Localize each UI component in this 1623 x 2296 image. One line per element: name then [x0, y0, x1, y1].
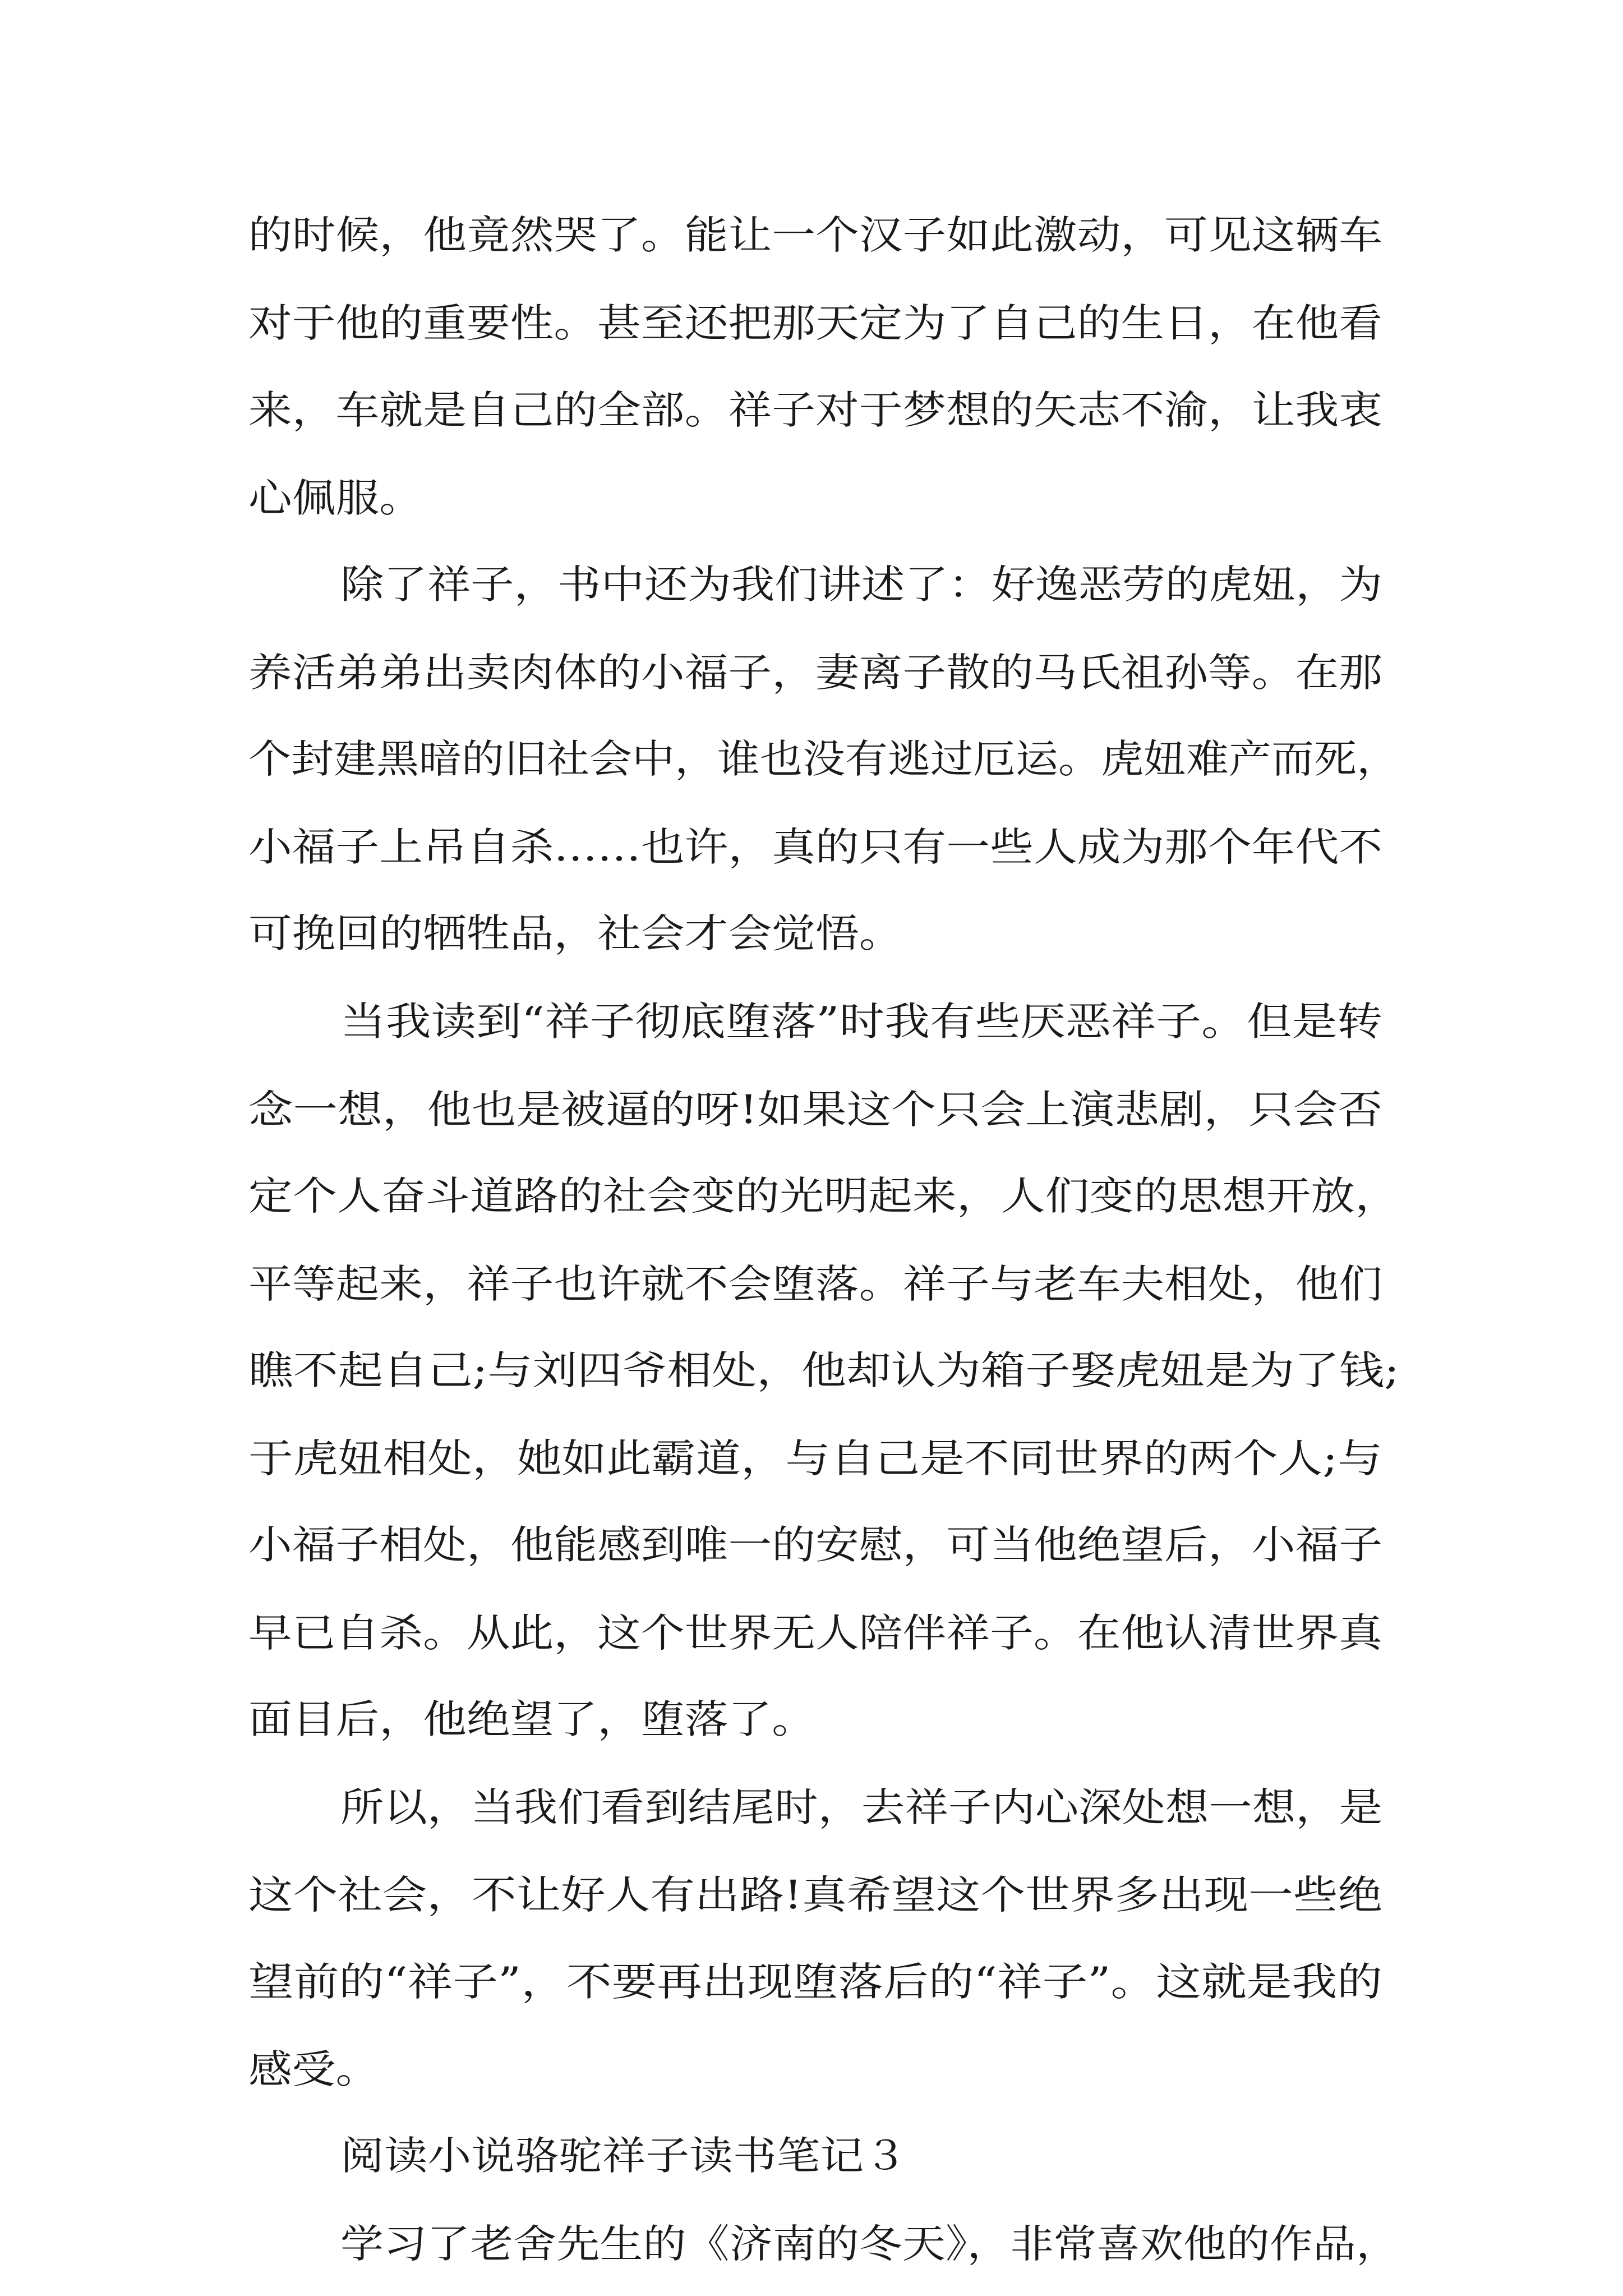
text-line: 小福子上吊自杀……也许，真的只有一些人成为那个年代不 — [248, 824, 1383, 870]
text-line: 望前的“祥子”，不要再出现堕落后的“祥子”。这就是我的 — [248, 1959, 1382, 2005]
text-line: 所以，当我们看到结尾时，去祥子内心深处想一想，是 — [340, 1784, 1383, 1830]
text-line: 学习了老舍先生的《济南的冬天》，非常喜欢他的作品， — [340, 2221, 1400, 2267]
text-line: 瞧不起自己;与刘四爷相处，他却认为箱子娶虎妞是为了钱; — [248, 1347, 1400, 1393]
text-line: 于虎妞相处，她如此霸道，与自己是不同世界的两个人;与 — [248, 1435, 1383, 1481]
text-line: 小福子相处，他能感到唯一的安慰，可当他绝望后，小福子 — [248, 1522, 1383, 1568]
text-line: 的时候，他竟然哭了。能让一个汉子如此激动，可见这辆车 — [248, 212, 1383, 258]
text-line: 当我读到“祥子彻底堕落”时我有些厌恶祥子。但是转 — [340, 999, 1382, 1045]
text-line: 这个社会，不让好人有出路!真希望这个世界多出现一些绝 — [248, 1872, 1382, 1918]
text-line: 除了祥子，书中还为我们讲述了：好逸恶劳的虎妞，为 — [340, 562, 1383, 608]
text-line: 早已自杀。从此，这个世界无人陪伴祥子。在他认清世界真 — [248, 1610, 1383, 1656]
text-line: 面目后，他绝望了，堕落了。 — [248, 1696, 816, 1742]
text-line: 对于他的重要性。甚至还把那天定为了自己的生日，在他看 — [248, 300, 1383, 346]
text-line: 养活弟弟出卖肉体的小福子，妻离子散的马氏祖孙等。在那 — [248, 650, 1383, 696]
text-line: 心佩服。 — [248, 475, 423, 521]
text-line: 念一想，他也是被逼的呀!如果这个只会上演悲剧，只会否 — [248, 1087, 1382, 1133]
text-line: 平等起来，祥子也许就不会堕落。祥子与老车夫相处，他们 — [248, 1261, 1383, 1307]
text-line: 可挽回的牺牲品，社会才会觉悟。 — [248, 910, 903, 956]
text-line: 感受。 — [248, 2046, 380, 2092]
text-line: 个封建黑暗的旧社会中，谁也没有逃过厄运。虎妞难产而死， — [248, 736, 1399, 782]
text-line: 定个人奋斗道路的社会变的光明起来，人们变的思想开放， — [248, 1173, 1400, 1219]
section-heading: 阅读小说骆驼祥子读书笔记３ — [340, 2133, 908, 2179]
text-line: 来，车就是自己的全部。祥子对于梦想的矢志不渝，让我衷 — [248, 387, 1383, 433]
